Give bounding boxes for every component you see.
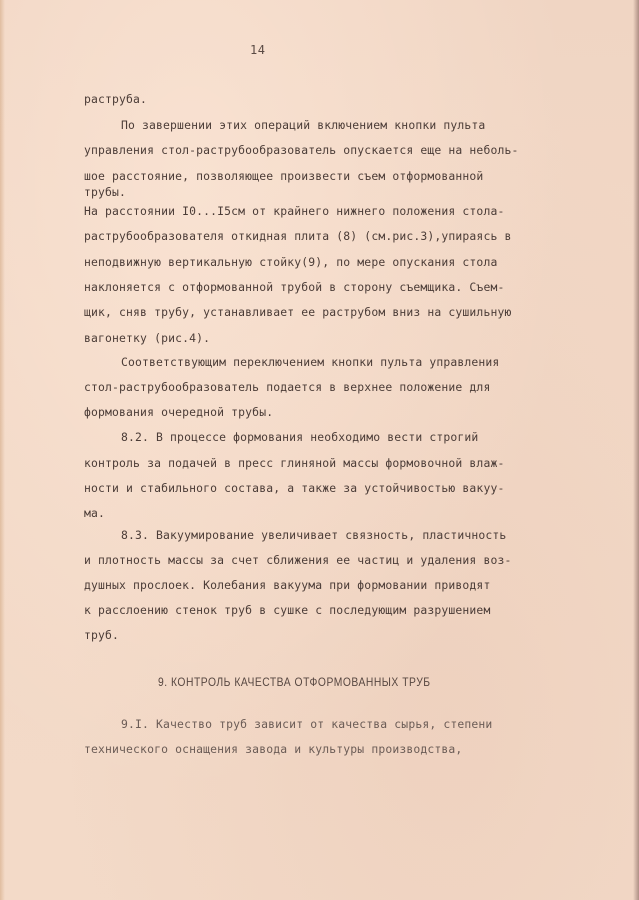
- text-line: технического оснащения завода и культуры производства,: [84, 742, 463, 756]
- text-line: душных прослоек. Колебания вакуума при формовании приводят: [84, 578, 491, 592]
- text-line: Соответствующим переключением кнопки пульта управления: [121, 355, 500, 369]
- text-line: раструба.: [84, 92, 148, 106]
- text-line: раструбообразователя откидная плита (8) (см.рис.3),упираясь в: [84, 229, 512, 243]
- text-line: шое расстояние, позволяющее произвести съем отформованной: [84, 169, 484, 183]
- text-line: вагонетку (рис.4).: [84, 331, 211, 345]
- text-line: ности и стабильного состава, а также за устойчивостью вакуу-: [84, 481, 505, 495]
- text-line: и плотность массы за счет сближения ее частиц и удаления воз-: [84, 553, 512, 567]
- text-line: 9.I. Качество труб зависит от качества сырья, степени: [121, 717, 493, 731]
- text-line: труб.: [84, 628, 120, 642]
- page-left-edge: [0, 0, 5, 900]
- text-line: щик, сняв трубу, устанавливает ее раструбом вниз на сушильную: [84, 305, 512, 319]
- text-line: формования очередной трубы.: [84, 405, 274, 419]
- text-line: По завершении этих операций включением кнопки пульта: [121, 118, 486, 132]
- text-line: 8.2. В процессе формования необходимо вести строгий: [121, 430, 479, 444]
- text-line: управления стол-раструбообразователь опускается еще на неболь-: [84, 143, 519, 157]
- page-right-edge-shadow: [633, 0, 639, 900]
- text-line: ма.: [84, 506, 106, 520]
- page-number: 14: [250, 43, 266, 57]
- text-line: На расстоянии I0...I5см от крайнего нижнего положения стола-: [84, 204, 505, 218]
- text-line: трубы.: [84, 185, 127, 199]
- text-line: к расслоению стенок труб в сушке с последующим разрушением: [84, 603, 491, 617]
- section-heading: 9. КОНТРОЛЬ КАЧЕСТВА ОТФОРМОВАННЫХ ТРУБ: [158, 675, 431, 689]
- text-line: 8.3. Вакуумирование увеличивает связность, пластичность: [121, 528, 507, 542]
- text-line: стол-раструбообразователь подается в верхнее положение для: [84, 380, 491, 394]
- text-line: наклоняется с отформованной трубой в сторону съемщика. Съем-: [84, 280, 505, 294]
- text-line: контроль за подачей в пресс глиняной массы формовочной влаж-: [84, 456, 505, 470]
- text-line: неподвижную вертикальную стойку(9), по мере опускания стола: [84, 255, 498, 269]
